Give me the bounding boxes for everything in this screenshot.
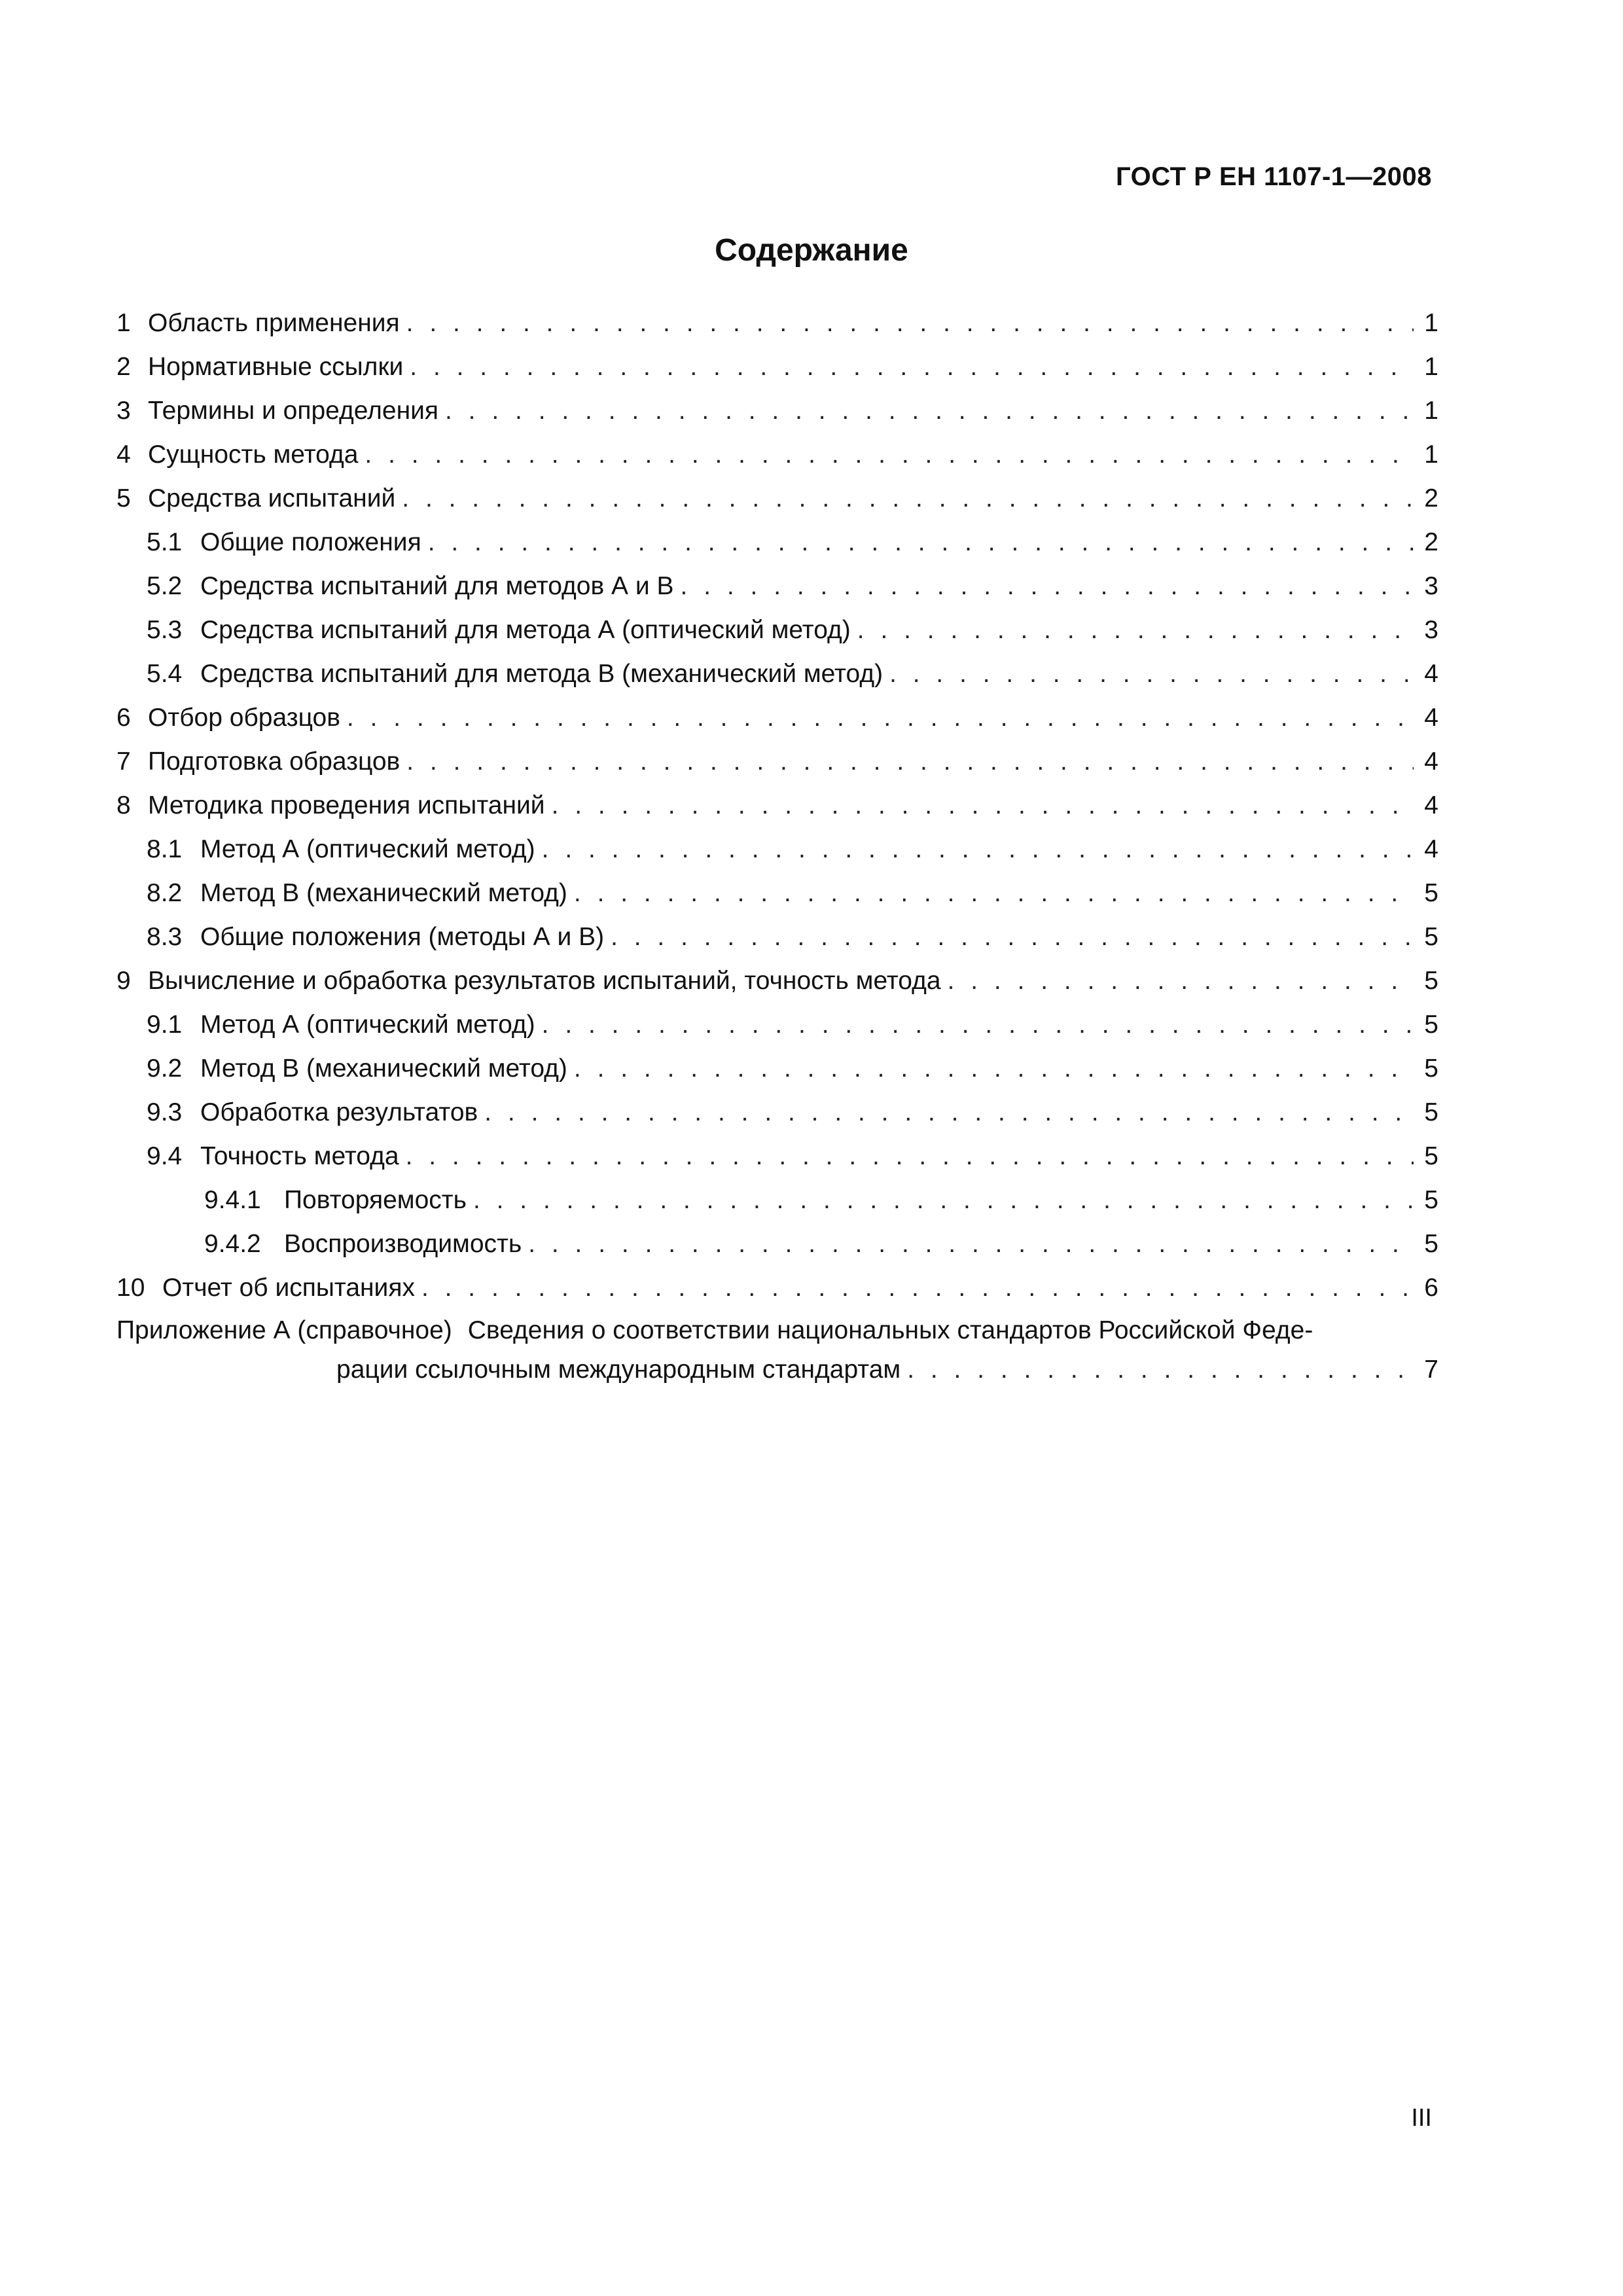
toc-entry-page-ref: 4 (1424, 835, 1438, 863)
toc-entry-title: Сущность метода (148, 440, 359, 469)
dot-leader (889, 652, 1414, 696)
dot-leader (574, 1047, 1414, 1090)
toc-entry-number: 6 (116, 704, 131, 732)
toc-entry-title: Метод А (оптический метод) (200, 1011, 535, 1039)
toc-entry[interactable] (116, 476, 1438, 520)
toc-entry[interactable] (116, 915, 1438, 959)
toc-entry[interactable] (116, 783, 1438, 827)
toc-entry-title: Повторяемость (284, 1186, 467, 1214)
toc-entry[interactable] (116, 652, 1438, 696)
toc-entry-page-ref: 5 (1424, 1011, 1438, 1039)
toc-entry-page-ref: 1 (1424, 309, 1438, 337)
toc-entry[interactable] (116, 1178, 1438, 1222)
toc-entry-title: Общие положения (методы А и В) (200, 923, 605, 951)
toc-entry-page-ref: 5 (1424, 1230, 1438, 1258)
dot-leader (542, 1003, 1414, 1047)
toc-entry-page-ref: 4 (1424, 704, 1438, 732)
dot-leader (347, 696, 1414, 740)
toc-entry-title: Нормативные ссылки (148, 353, 404, 381)
dot-leader (406, 1134, 1414, 1178)
toc-entry-page-ref: 1 (1424, 440, 1438, 469)
appendix-title-line2: рации ссылочным международным стандартам (336, 1355, 901, 1384)
toc-entry-title: Термины и определения (148, 397, 439, 425)
dot-leader (421, 1266, 1414, 1310)
toc-entry-number: 9.1 (147, 1011, 183, 1039)
toc-entry[interactable] (116, 345, 1438, 389)
toc-entry-page-ref: 4 (1424, 791, 1438, 819)
toc-entry-title: Методика проведения испытаний (148, 791, 545, 819)
toc-entry-number: 8.1 (147, 835, 183, 863)
toc-entry-title: Точность метода (200, 1142, 399, 1170)
dot-leader (574, 871, 1414, 915)
dot-leader (681, 564, 1414, 608)
appendix-title-line1: Сведения о соответствии национальных стандартов Российской Феде- (467, 1316, 1313, 1344)
toc-entry-title: Воспроизводимость (284, 1230, 522, 1258)
toc-entry-page-ref: 1 (1424, 397, 1438, 425)
toc-entry-number: 8 (116, 791, 131, 819)
toc-entry-number: 5.1 (147, 528, 183, 556)
dot-leader (410, 345, 1414, 389)
toc-entry-number: 2 (116, 353, 131, 381)
toc-entry-page-ref: 3 (1424, 616, 1438, 644)
toc-entry-number: 7 (116, 747, 131, 776)
toc-entry-title: Средства испытаний для методов А и В (200, 572, 674, 600)
toc-entry-number: 8.3 (147, 923, 183, 951)
toc-entry-page-ref: 5 (1424, 967, 1438, 995)
dot-leader (406, 301, 1414, 345)
dot-leader (948, 959, 1414, 1003)
toc-entry-page-ref: 2 (1424, 528, 1438, 556)
dot-leader (907, 1350, 1414, 1390)
dot-leader (473, 1178, 1414, 1222)
toc-entry[interactable] (116, 1266, 1438, 1310)
toc-entry-title: Вычисление и обработка результатов испытаний, точность метода (148, 967, 941, 995)
toc-entry[interactable] (116, 608, 1438, 652)
toc-entry-title: Отчет об испытаниях (162, 1274, 415, 1302)
toc-entry-number: 9.4.2 (204, 1230, 261, 1258)
toc-entry[interactable] (116, 564, 1438, 608)
toc-entry-number: 5.2 (147, 572, 183, 600)
toc-entry[interactable] (116, 696, 1438, 740)
toc-entry-number: 4 (116, 440, 131, 469)
toc-entry-page-ref: 5 (1424, 1098, 1438, 1126)
appendix-page-ref: 7 (1424, 1355, 1438, 1384)
dot-leader (611, 915, 1414, 959)
toc-entry-page-ref: 5 (1424, 923, 1438, 951)
toc-entry-number: 9.3 (147, 1098, 183, 1126)
toc-entry-number: 9.4.1 (204, 1186, 261, 1214)
toc-entry[interactable] (116, 1003, 1438, 1047)
dot-leader (542, 827, 1414, 871)
toc-entry-number: 10 (116, 1274, 145, 1302)
toc-entry[interactable] (116, 827, 1438, 871)
toc-entry-page-ref: 1 (1424, 353, 1438, 381)
toc-entry-page-ref: 5 (1424, 1142, 1438, 1170)
toc-entry-title: Обработка результатов (200, 1098, 478, 1126)
dot-leader (402, 476, 1414, 520)
document-code: ГОСТ Р ЕН 1107-1—2008 (1116, 162, 1432, 191)
dot-leader (406, 740, 1414, 783)
toc-entry-title: Метод В (механический метод) (200, 1054, 567, 1083)
dot-leader (484, 1090, 1414, 1134)
toc-entry-page-ref: 6 (1424, 1274, 1438, 1302)
dot-leader (528, 1222, 1414, 1266)
toc-entry-title: Средства испытаний для метода В (механический метод) (200, 660, 883, 688)
toc-entry-number: 8.2 (147, 879, 183, 907)
toc-entry[interactable] (116, 871, 1438, 915)
toc-entry-number: 5.3 (147, 616, 183, 644)
toc-heading: Содержание (715, 233, 908, 268)
toc-entry[interactable] (116, 389, 1438, 433)
toc-entry-title: Средства испытаний для метода А (оптический метод) (200, 616, 851, 644)
dot-leader (428, 520, 1414, 564)
toc-entry-number: 1 (116, 309, 131, 337)
page-number: III (1411, 2104, 1432, 2132)
dot-leader (445, 389, 1414, 433)
toc-entry-number: 9.2 (147, 1054, 183, 1083)
toc-entry-page-ref: 4 (1424, 747, 1438, 776)
toc-entry-page-ref: 5 (1424, 1054, 1438, 1083)
toc-entry-title: Общие положения (200, 528, 421, 556)
appendix-label: Приложение А (справочное) (116, 1316, 452, 1344)
toc-entry-number: 5.4 (147, 660, 183, 688)
toc-entry-page-ref: 3 (1424, 572, 1438, 600)
toc-entry-number: 9 (116, 967, 131, 995)
toc-entry[interactable] (116, 1134, 1438, 1178)
toc-entry-page-ref: 4 (1424, 660, 1438, 688)
dot-leader (365, 433, 1414, 476)
toc-entry[interactable] (116, 520, 1438, 564)
toc-entry-number: 9.4 (147, 1142, 183, 1170)
toc-entry[interactable] (116, 301, 1438, 345)
dot-leader (857, 608, 1414, 652)
toc-entry[interactable] (116, 959, 1438, 1003)
toc-entry-number: 3 (116, 397, 131, 425)
toc-appendix-entry[interactable] (116, 1311, 1438, 1390)
table-of-contents (116, 301, 1438, 1390)
toc-entry-title: Средства испытаний (148, 484, 396, 512)
toc-entry-number: 5 (116, 484, 131, 512)
toc-entry-title: Подготовка образцов (148, 747, 401, 776)
toc-entry-title: Метод В (механический метод) (200, 879, 567, 907)
toc-entry-title: Область применения (148, 309, 400, 337)
toc-entry-page-ref: 5 (1424, 879, 1438, 907)
toc-entry-page-ref: 2 (1424, 484, 1438, 512)
toc-entry[interactable] (116, 740, 1438, 783)
toc-entry-title: Отбор образцов (148, 704, 340, 732)
dot-leader (552, 783, 1414, 827)
toc-entry[interactable] (116, 433, 1438, 476)
toc-entry-page-ref: 5 (1424, 1186, 1438, 1214)
toc-entry[interactable] (116, 1090, 1438, 1134)
toc-entry[interactable] (116, 1047, 1438, 1090)
toc-entry-title: Метод А (оптический метод) (200, 835, 535, 863)
toc-entry[interactable] (116, 1222, 1438, 1266)
